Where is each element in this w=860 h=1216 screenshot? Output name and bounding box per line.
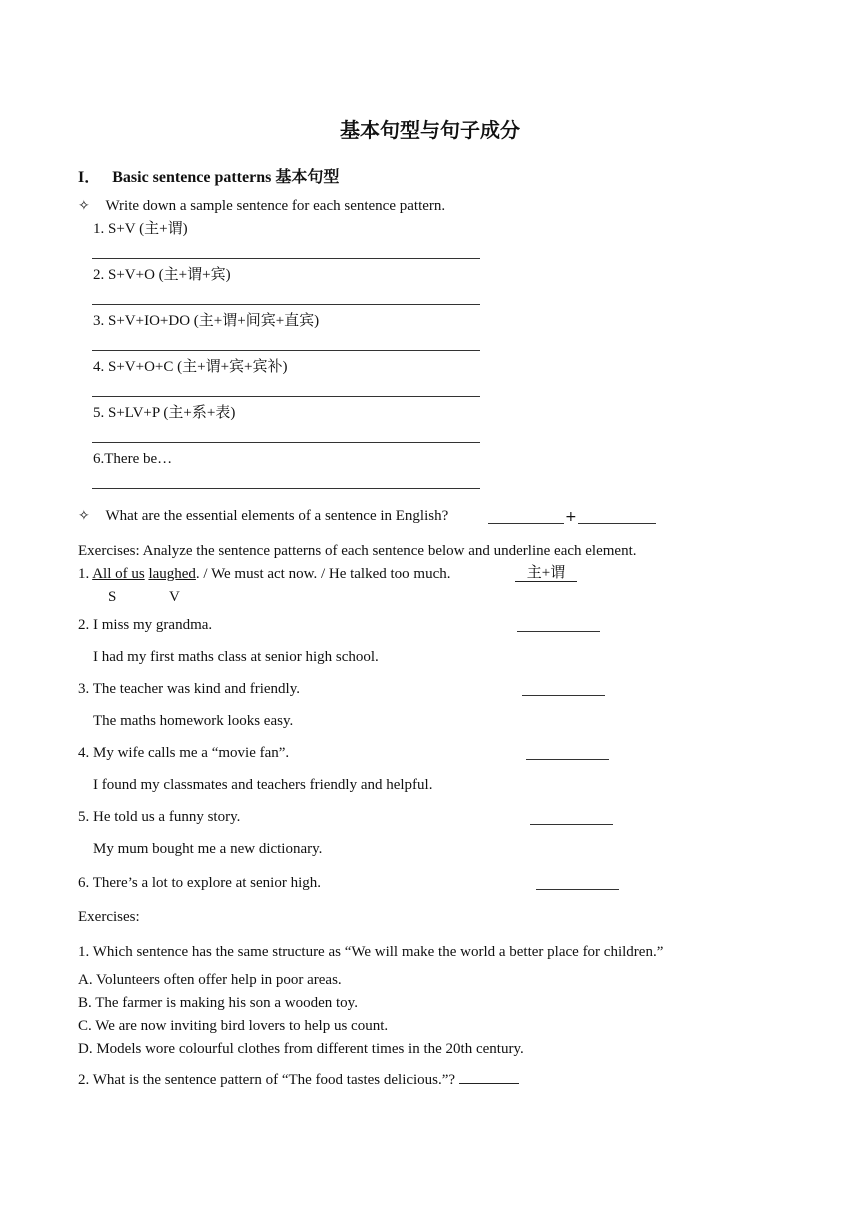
section-title: Basic sentence patterns 基本句型 bbox=[112, 169, 340, 186]
exercise1-intro: Exercises: Analyze the sentence patterns of each sentence below and underline each element. bbox=[78, 543, 637, 559]
pattern-5: 5. S+LV+P (主+系+表) bbox=[93, 405, 236, 421]
option-a: A. Volunteers often offer help in poor areas. bbox=[78, 972, 342, 988]
answer-blank-2 bbox=[517, 631, 600, 632]
exercise-item-2: 2. I miss my grandma. bbox=[78, 617, 213, 633]
exercise-item-2b: I had my first maths class at senior high school. bbox=[93, 649, 379, 665]
answer-blank-4 bbox=[526, 759, 609, 760]
option-b: B. The farmer is making his son a wooden toy. bbox=[78, 995, 358, 1011]
task1-instruction bbox=[78, 197, 445, 215]
item-rest: . / We must act now. / He talked too much. bbox=[195, 566, 451, 582]
question-2-text: 2. What is the sentence pattern of “The food tastes delicious.”? bbox=[78, 1072, 459, 1088]
answer-blank-q2 bbox=[459, 1069, 519, 1084]
exercise-item-1 bbox=[78, 565, 451, 583]
option-d: D. Models wore colourful clothes from different times in the 20th century. bbox=[78, 1041, 524, 1057]
answer-blank-3 bbox=[522, 695, 605, 696]
task2-question-text: What are the essential elements of a sentence in English? bbox=[105, 508, 449, 524]
answer-line-5 bbox=[92, 442, 480, 443]
verb-underlined: laughed bbox=[148, 566, 196, 582]
pattern-2: 2. S+V+O (主+谓+宾) bbox=[93, 267, 231, 283]
exercise-item-4b: I found my classmates and teachers friendly and helpful. bbox=[93, 777, 433, 793]
exercise-item-5b: My mum bought me a new dictionary. bbox=[93, 841, 323, 857]
answer-line-4 bbox=[92, 396, 480, 397]
answer-line-1 bbox=[92, 258, 480, 259]
pattern-4: 4. S+V+O+C (主+谓+宾+宾补) bbox=[93, 359, 288, 375]
label-subject: S bbox=[108, 589, 117, 605]
pattern-3: 3. S+V+IO+DO (主+谓+间宾+直宾) bbox=[93, 313, 320, 329]
pattern-6: 6.There be… bbox=[93, 451, 173, 467]
option-c: C. We are now inviting bird lovers to help us count. bbox=[78, 1018, 389, 1034]
diamond-bullet-icon: ✧ bbox=[78, 198, 90, 214]
task1-instruction-text: Write down a sample sentence for each sentence pattern. bbox=[105, 198, 446, 214]
subject-underlined: All of us bbox=[92, 566, 145, 582]
page-title: 基本句型与句子成分 bbox=[340, 118, 520, 142]
answer-line-3 bbox=[92, 350, 480, 351]
section-numeral: I． bbox=[78, 169, 101, 186]
task2-question bbox=[78, 507, 448, 525]
exercise2-label: Exercises: bbox=[78, 909, 140, 925]
answer-blank-6 bbox=[536, 889, 619, 890]
answer-line-2 bbox=[92, 304, 480, 305]
essential-blank-2 bbox=[578, 523, 656, 524]
section-heading bbox=[78, 164, 339, 187]
diamond-bullet-icon: ✧ bbox=[78, 508, 90, 524]
item-number: 1. bbox=[78, 566, 93, 582]
essential-blank-1 bbox=[488, 523, 564, 524]
answer-example: 主+谓 bbox=[515, 565, 577, 582]
plus-sign: + bbox=[565, 509, 577, 525]
exercise-item-3: 3. The teacher was kind and friendly. bbox=[78, 681, 301, 697]
exercise-item-6: 6. There’s a lot to explore at senior high. bbox=[78, 875, 321, 891]
exercise-item-4: 4. My wife calls me a “movie fan”. bbox=[78, 745, 290, 761]
question-2 bbox=[78, 1069, 519, 1089]
exercise-item-3b: The maths homework looks easy. bbox=[93, 713, 294, 729]
answer-line-6 bbox=[92, 488, 480, 489]
label-verb: V bbox=[169, 589, 180, 605]
question-1: 1. Which sentence has the same structure as “We will make the world a better place for children.” bbox=[78, 944, 664, 960]
pattern-1: 1. S+V (主+谓) bbox=[93, 221, 188, 237]
answer-blank-5 bbox=[530, 824, 613, 825]
exercise-item-5: 5. He told us a funny story. bbox=[78, 809, 241, 825]
